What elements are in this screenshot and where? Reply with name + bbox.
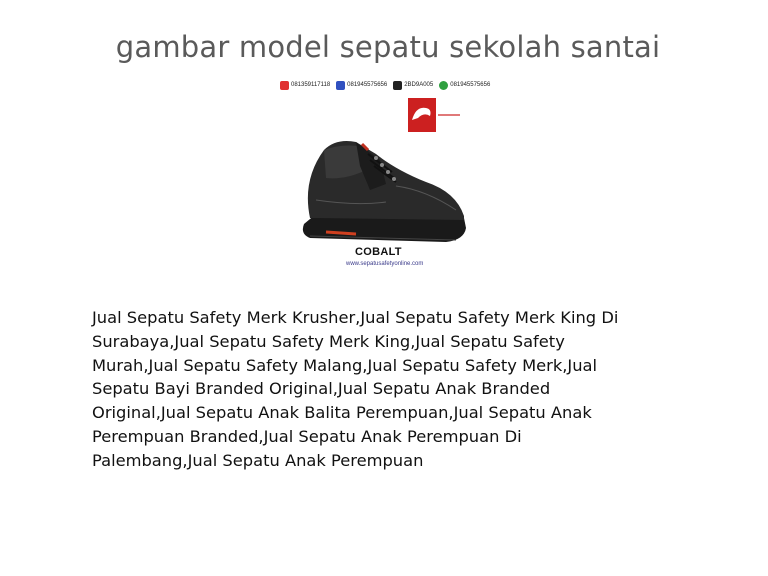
contact-text: 081945575656 <box>347 82 388 88</box>
bbm-icon <box>393 81 402 90</box>
phone-icon <box>280 81 289 90</box>
contact-text: 2BD9A005 <box>404 82 434 88</box>
product-name: COBALT <box>355 246 402 258</box>
phone-icon <box>336 81 345 90</box>
product-website: www.sepatusafetyonline.com <box>346 261 424 267</box>
contact-text: 081359117118 <box>291 82 331 88</box>
contact-bbm <box>393 81 433 90</box>
contact-text: 081945575656 <box>450 82 491 88</box>
whatsapp-icon <box>439 81 448 90</box>
contact-whatsapp <box>439 81 490 90</box>
contact-bar <box>280 79 490 91</box>
slide-title: gambar model sepatu sekolah santai <box>115 30 661 64</box>
contact-phone-2 <box>336 81 387 90</box>
slide-body-text: Jual Sepatu Safety Merk Krusher,Jual Sepatu Safety Merk King Di Surabaya,Jual Sepatu Safety Merk King,Jual Sepatu Safety Murah,Jual Sepatu Safety Malang,Jual Sepatu Safety Merk,Jual Sepatu Bayi Branded Original,Jual Sepatu Anak Branded Original,Jual Sepatu Anak Balita Perempuan,Jual Sepatu Anak Perempuan Branded,Jual Sepatu Anak Perempuan Di Palembang,Jual Sepatu Anak Perempuan <box>92 308 619 470</box>
contact-phone-1 <box>280 81 330 90</box>
